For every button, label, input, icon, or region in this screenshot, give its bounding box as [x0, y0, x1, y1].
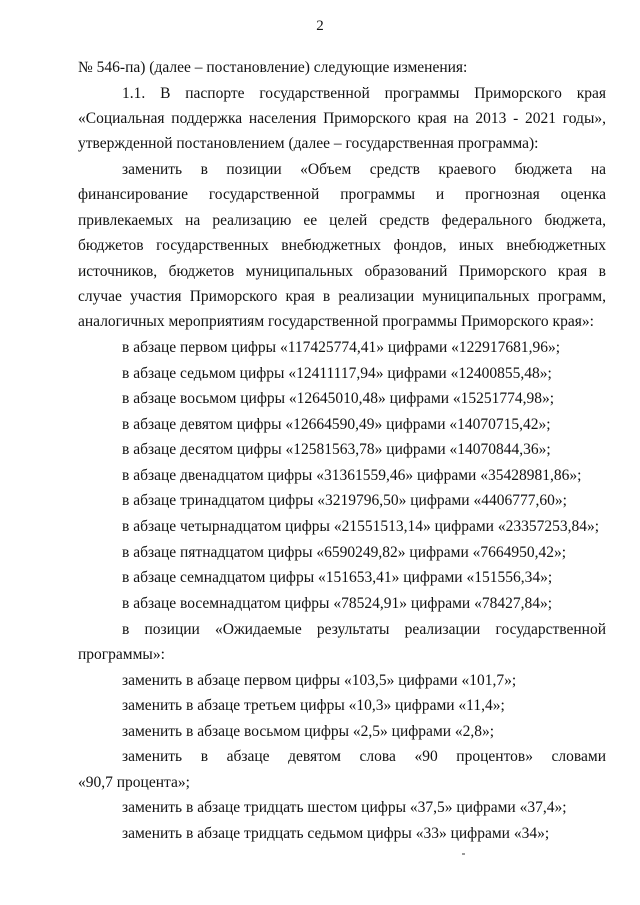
text-line-15: в абзаце девятом цифры «12664590,49» цифрами «14070715,42»; [122, 416, 551, 433]
page-number: 2 [316, 18, 324, 34]
text-line-6: финансирование государственной программы и прогнозная оценка [78, 186, 606, 203]
text-line-1: № 546-па) (далее – постановление) следующие изменения: [78, 59, 468, 76]
text-line-26: заменить в абзаце третьем цифры «10,3» цифрами «11,4»; [122, 697, 505, 714]
text-line-9: источников, бюджетов муниципальных образований Приморского края в [78, 263, 606, 280]
text-line-10: случае участия Приморского края в реализации муниципальных программ, [78, 288, 606, 305]
scan-speck [462, 853, 465, 855]
text-line-2: 1.1. В паспорте государственной программы Приморского края [122, 85, 606, 102]
text-line-25: заменить в абзаце первом цифры «103,5» цифрами «101,7»; [122, 672, 517, 689]
text-line-19: в абзаце четырнадцатом цифры «21551513,14» цифрами «23357253,84»; [122, 518, 600, 535]
text-line-21: в абзаце семнадцатом цифры «151653,41» цифрами «151556,34»; [122, 569, 553, 586]
text-line-8: бюджетов государственных внебюджетных фондов, иных внебюджетных [78, 237, 606, 254]
text-line-17: в абзаце двенадцатом цифры «31361559,46» цифрами «35428981,86»; [122, 467, 582, 484]
text-line-24: программы»: [78, 646, 165, 663]
text-line-22: в абзаце восемнадцатом цифры «78524,91» цифрами «78427,84»; [122, 595, 553, 612]
text-line-11: аналогичных мероприятиям государственной программы Приморского края»: [78, 313, 594, 330]
text-line-13: в абзаце седьмом цифры «12411117,94» цифрами «12400855,48»; [122, 365, 552, 382]
text-line-18: в абзаце тринадцатом цифры «3219796,50» цифрами «4406777,60»; [122, 492, 567, 509]
text-line-20: в абзаце пятнадцатом цифры «6590249,82» цифрами «7664950,42»; [122, 544, 567, 561]
text-line-12: в абзаце первом цифры «117425774,41» цифрами «122917681,96»; [122, 339, 561, 356]
text-line-7: привлекаемых на реализацию ее целей средств федерального бюджета, [78, 212, 606, 229]
text-line-23: в позиции «Ожидаемые результаты реализации государственной [122, 621, 606, 638]
text-line-30: заменить в абзаце тридцать шестом цифры «37,5» цифрами «37,4»; [122, 799, 567, 816]
text-line-28: заменить в абзаце девятом слова «90 процентов» словами [122, 748, 606, 765]
text-line-31: заменить в абзаце тридцать седьмом цифры «33» цифрами «34»; [122, 825, 550, 842]
text-line-16: в абзаце десятом цифры «12581563,78» цифрами «14070844,36»; [122, 441, 551, 458]
text-line-4: утвержденной постановлением (далее – государственная программа): [78, 135, 539, 152]
text-line-3: «Социальная поддержка населения Приморского края на 2013 - 2021 годы», [78, 110, 606, 127]
text-line-29: «90,7 процента»; [78, 774, 190, 791]
text-line-14: в абзаце восьмом цифры «12645010,48» цифрами «15251774,98»; [122, 390, 555, 407]
text-line-27: заменить в абзаце восьмом цифры «2,5» цифрами «2,8»; [122, 723, 495, 740]
text-line-5: заменить в позиции «Объем средств краевого бюджета на [122, 161, 606, 178]
